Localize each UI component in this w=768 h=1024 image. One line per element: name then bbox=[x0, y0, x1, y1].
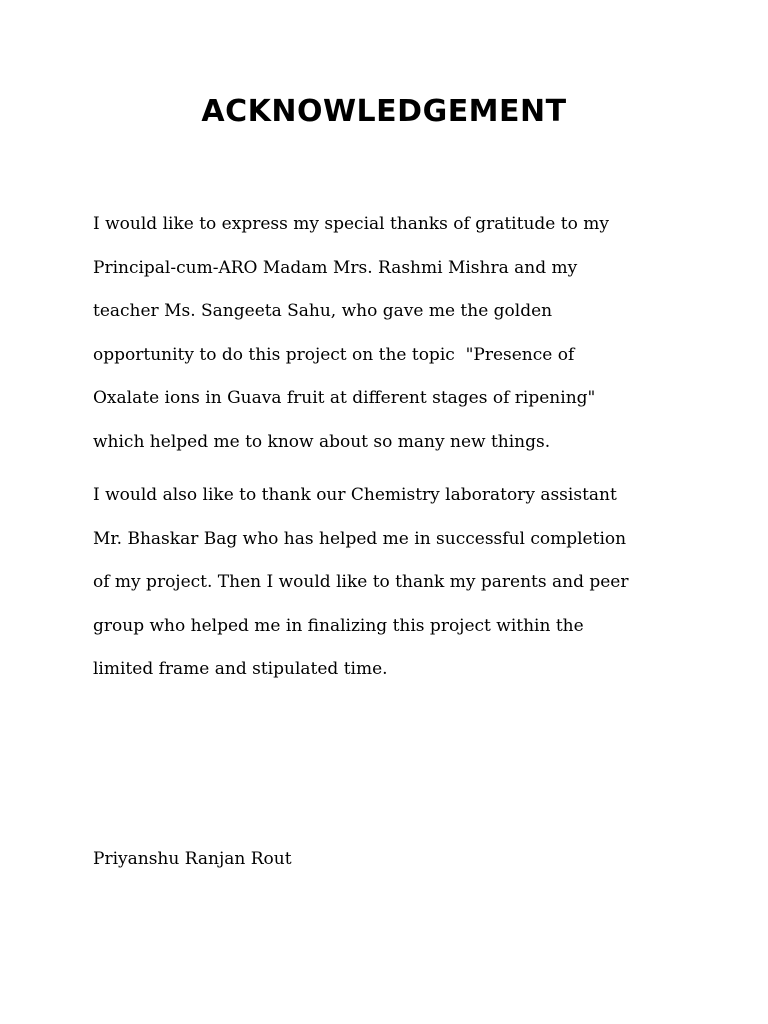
text-line: opportunity to do this project on the topic "Presence of bbox=[93, 344, 575, 365]
text-line: limited frame and stipulated time. bbox=[93, 659, 388, 680]
paragraph-2 bbox=[93, 474, 713, 692]
text-line: which helped me to know about so many new things. bbox=[93, 431, 551, 452]
text-line: I would also like to thank our Chemistry laboratory assistant bbox=[93, 485, 617, 505]
page-title: ACKNOWLEDGEMENT bbox=[201, 94, 567, 129]
text-line: Principal-cum-ARO Madam Mrs. Rashmi Mishra and my bbox=[93, 257, 578, 278]
text-line: I would like to express my special thanks of gratitude to my bbox=[93, 214, 609, 234]
text-line: group who helped me in finalizing this project within the bbox=[93, 615, 584, 636]
signature-name: Priyanshu Ranjan Rout bbox=[93, 849, 292, 869]
text-line: teacher Ms. Sangeeta Sahu, who gave me the golden bbox=[93, 301, 553, 322]
text-line: of my project. Then I would like to thank my parents and peer bbox=[93, 572, 629, 593]
text-line: Mr. Bhaskar Bag who has helped me in successful completion bbox=[93, 528, 627, 549]
text-line: Oxalate ions in Guava fruit at different stages of ripening" bbox=[93, 388, 596, 409]
paragraph-1 bbox=[93, 203, 713, 465]
